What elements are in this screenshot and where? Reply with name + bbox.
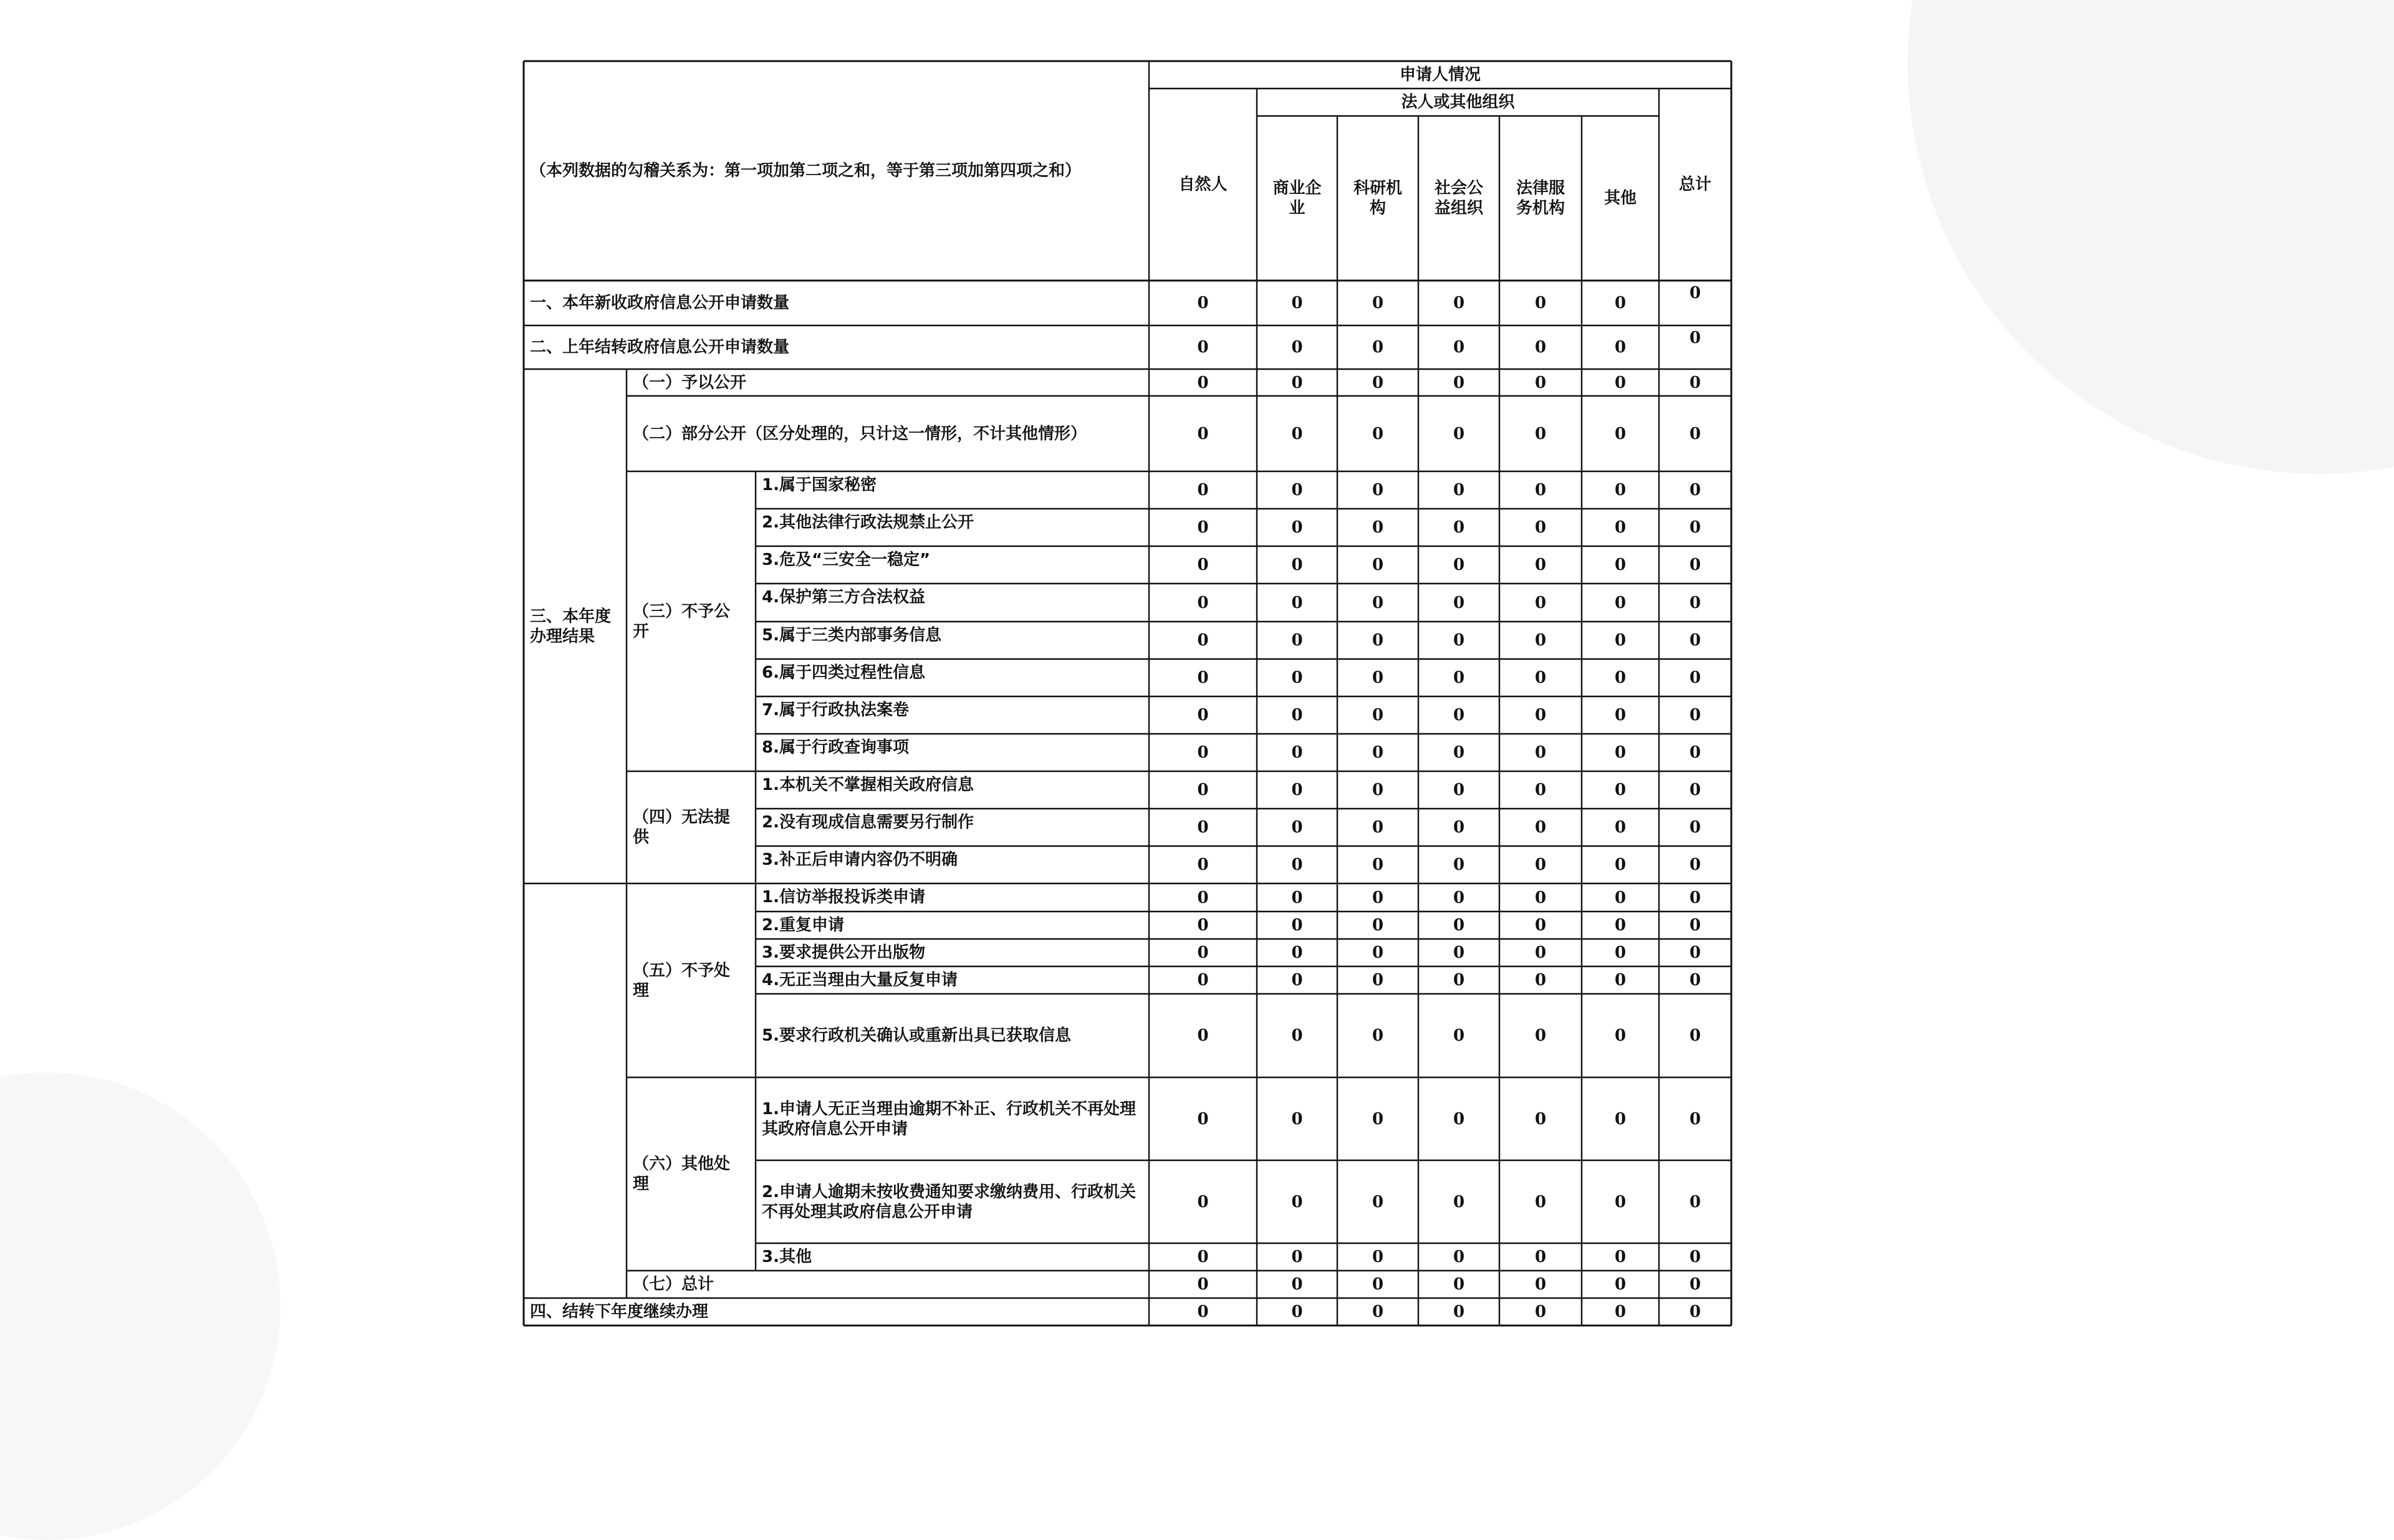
value-total: 0: [1689, 818, 1701, 837]
value-other: 0: [1614, 818, 1627, 837]
value-legal-service: 0: [1534, 706, 1547, 724]
value-business: 0: [1291, 781, 1303, 799]
value-other: 0: [1614, 706, 1627, 724]
value-public-welfare: 0: [1453, 593, 1465, 612]
value-natural-person: 0: [1197, 593, 1209, 612]
value-business: 0: [1291, 855, 1303, 874]
value-natural-person: 0: [1197, 781, 1209, 799]
item-g3-4: 4.保护第三方合法权益: [762, 588, 925, 607]
group-not-processed: （五）不予处 理: [633, 961, 731, 1000]
value-natural-person: 0: [1197, 743, 1209, 762]
value-other: 0: [1614, 1302, 1627, 1321]
value-total: 0: [1689, 916, 1701, 935]
header-col-public-welfare: 社会公 益组织: [1434, 179, 1483, 218]
value-research: 0: [1372, 424, 1384, 443]
header-col-legal-service: 法律服 务机构: [1516, 179, 1565, 218]
value-legal-service: 0: [1534, 1275, 1547, 1294]
value-natural-person: 0: [1197, 1302, 1209, 1321]
header-col-total: 总计: [1678, 175, 1711, 194]
value-research: 0: [1372, 1302, 1384, 1321]
value-business: 0: [1291, 1109, 1303, 1129]
value-public-welfare: 0: [1453, 1026, 1465, 1045]
value-legal-service: 0: [1534, 631, 1547, 650]
value-total: 0: [1689, 743, 1701, 762]
value-other: 0: [1614, 743, 1627, 762]
value-total: 0: [1689, 329, 1701, 347]
value-other: 0: [1614, 943, 1627, 962]
group-not-disclosed: （三）不予公 开: [633, 602, 731, 641]
group-cannot-provide: （四）无法提 供: [633, 808, 731, 847]
value-research: 0: [1372, 818, 1384, 837]
value-legal-service: 0: [1534, 1248, 1547, 1266]
value-other: 0: [1614, 888, 1627, 907]
value-legal-service: 0: [1534, 373, 1547, 392]
value-total: 0: [1689, 855, 1701, 874]
value-research: 0: [1372, 338, 1384, 357]
item-g4-3: 3.补正后申请内容仍不明确: [762, 850, 958, 869]
value-legal-service: 0: [1534, 971, 1547, 989]
value-natural-person: 0: [1197, 1192, 1209, 1211]
value-public-welfare: 0: [1453, 943, 1465, 962]
value-natural-person: 0: [1197, 971, 1209, 989]
value-natural-person: 0: [1197, 1248, 1209, 1266]
value-research: 0: [1372, 743, 1384, 762]
value-total: 0: [1689, 943, 1701, 962]
value-natural-person: 0: [1197, 1275, 1209, 1294]
value-public-welfare: 0: [1453, 556, 1465, 574]
value-legal-service: 0: [1534, 888, 1547, 907]
value-business: 0: [1291, 888, 1303, 907]
value-natural-person: 0: [1197, 1109, 1209, 1129]
value-business: 0: [1291, 481, 1303, 499]
value-research: 0: [1372, 1026, 1384, 1045]
value-research: 0: [1372, 916, 1384, 935]
value-natural-person: 0: [1197, 518, 1209, 537]
value-research: 0: [1372, 518, 1384, 537]
value-total: 0: [1689, 888, 1701, 907]
value-legal-service: 0: [1534, 481, 1547, 499]
value-public-welfare: 0: [1453, 743, 1465, 762]
value-total: 0: [1689, 1192, 1701, 1211]
value-other: 0: [1614, 338, 1627, 357]
value-public-welfare: 0: [1453, 338, 1465, 357]
value-legal-service: 0: [1534, 1192, 1547, 1211]
value-other: 0: [1614, 916, 1627, 935]
value-total: 0: [1689, 1302, 1701, 1321]
value-natural-person: 0: [1197, 855, 1209, 874]
value-other: 0: [1614, 424, 1627, 443]
value-business: 0: [1291, 743, 1303, 762]
item-g5-5: 5.要求行政机关确认或重新出具已获取信息: [762, 1026, 1071, 1045]
value-research: 0: [1372, 1248, 1384, 1266]
item-g5-3: 3.要求提供公开出版物: [762, 943, 925, 962]
value-legal-service: 0: [1534, 593, 1547, 612]
item-g6-1: 1.申请人无正当理由逾期不补正、行政机关不再处理其政府信息公开申请: [762, 1099, 1136, 1138]
value-business: 0: [1291, 373, 1303, 392]
value-public-welfare: 0: [1453, 1248, 1465, 1266]
item-g6-2: 2.申请人逾期未按收费通知要求缴纳费用、行政机关不再处理其政府信息公开申请: [762, 1182, 1136, 1221]
value-legal-service: 0: [1534, 1302, 1547, 1321]
item-g5-4: 4.无正当理由大量反复申请: [762, 971, 958, 989]
value-research: 0: [1372, 631, 1384, 650]
value-other: 0: [1614, 631, 1627, 650]
value-total: 0: [1689, 668, 1701, 687]
value-business: 0: [1291, 338, 1303, 357]
section-carried-over: 二、上年结转政府信息公开申请数量: [530, 338, 790, 357]
value-natural-person: 0: [1197, 916, 1209, 935]
value-public-welfare: 0: [1453, 971, 1465, 989]
value-other: 0: [1614, 593, 1627, 612]
value-legal-service: 0: [1534, 855, 1547, 874]
section-results: 三、本年度 办理结果: [530, 607, 612, 646]
value-public-welfare: 0: [1453, 518, 1465, 537]
value-business: 0: [1291, 1275, 1303, 1294]
value-other: 0: [1614, 518, 1627, 537]
value-other: 0: [1614, 855, 1627, 874]
header-applicant-group: 申请人情况: [1399, 65, 1481, 84]
group-other-processing: （六）其他处 理: [633, 1155, 731, 1193]
value-natural-person: 0: [1197, 706, 1209, 724]
value-business: 0: [1291, 971, 1303, 989]
value-research: 0: [1372, 481, 1384, 499]
value-other: 0: [1614, 481, 1627, 499]
value-total: 0: [1689, 481, 1701, 499]
value-natural-person: 0: [1197, 943, 1209, 962]
value-other: 0: [1614, 373, 1627, 392]
value-natural-person: 0: [1197, 373, 1209, 392]
value-total: 0: [1689, 284, 1701, 302]
value-natural-person: 0: [1197, 338, 1209, 357]
value-business: 0: [1291, 668, 1303, 687]
value-total: 0: [1689, 631, 1701, 650]
value-public-welfare: 0: [1453, 631, 1465, 650]
value-natural-person: 0: [1197, 818, 1209, 837]
value-legal-service: 0: [1534, 781, 1547, 799]
header-legal-group: 法人或其他组织: [1401, 93, 1515, 112]
item-g3-2: 2.其他法律行政法规禁止公开: [762, 513, 974, 532]
value-public-welfare: 0: [1453, 916, 1465, 935]
value-total: 0: [1689, 1109, 1701, 1129]
value-research: 0: [1372, 593, 1384, 612]
value-total: 0: [1689, 556, 1701, 574]
item-g5-1: 1.信访举报投诉类申请: [762, 888, 925, 907]
value-research: 0: [1372, 1192, 1384, 1211]
value-legal-service: 0: [1534, 1026, 1547, 1045]
value-legal-service: 0: [1534, 338, 1547, 357]
value-research: 0: [1372, 888, 1384, 907]
value-other: 0: [1614, 971, 1627, 989]
value-natural-person: 0: [1197, 631, 1209, 650]
value-other: 0: [1614, 294, 1627, 312]
value-business: 0: [1291, 424, 1303, 443]
value-other: 0: [1614, 668, 1627, 687]
value-legal-service: 0: [1534, 916, 1547, 935]
value-public-welfare: 0: [1453, 373, 1465, 392]
value-business: 0: [1291, 916, 1303, 935]
value-business: 0: [1291, 631, 1303, 650]
value-legal-service: 0: [1534, 743, 1547, 762]
value-total: 0: [1689, 373, 1701, 392]
section-carry-forward: 四、结转下年度继续办理: [530, 1302, 709, 1321]
value-business: 0: [1291, 518, 1303, 537]
item-g3-6: 6.属于四类过程性信息: [762, 663, 925, 682]
value-research: 0: [1372, 971, 1384, 989]
value-legal-service: 0: [1534, 424, 1547, 443]
value-research: 0: [1372, 373, 1384, 392]
value-public-welfare: 0: [1453, 1192, 1465, 1211]
header-note: （本列数据的勾稽关系为：第一项加第二项之和，等于第三项加第四项之和）: [530, 161, 1082, 180]
value-legal-service: 0: [1534, 943, 1547, 962]
value-business: 0: [1291, 556, 1303, 574]
item-g3-8: 8.属于行政查询事项: [762, 738, 909, 757]
value-public-welfare: 0: [1453, 424, 1465, 443]
value-natural-person: 0: [1197, 294, 1209, 312]
value-research: 0: [1372, 855, 1384, 874]
value-natural-person: 0: [1197, 1026, 1209, 1045]
value-total: 0: [1689, 971, 1701, 989]
value-other: 0: [1614, 1026, 1627, 1045]
value-total: 0: [1689, 424, 1701, 443]
value-public-welfare: 0: [1453, 706, 1465, 724]
value-business: 0: [1291, 294, 1303, 312]
value-total: 0: [1689, 781, 1701, 799]
value-other: 0: [1614, 1192, 1627, 1211]
header-col-other: 其他: [1603, 189, 1637, 208]
item-g3-7: 7.属于行政执法案卷: [762, 701, 909, 719]
value-research: 0: [1372, 556, 1384, 574]
value-natural-person: 0: [1197, 556, 1209, 574]
header-col-natural-person: 自然人: [1178, 175, 1228, 194]
value-other: 0: [1614, 1109, 1627, 1129]
group-disclosed: （一）予以公开: [633, 373, 747, 392]
value-business: 0: [1291, 1302, 1303, 1321]
item-g3-5: 5.属于三类内部事务信息: [762, 626, 941, 645]
value-research: 0: [1372, 1109, 1384, 1129]
value-public-welfare: 0: [1453, 481, 1465, 499]
value-natural-person: 0: [1197, 481, 1209, 499]
value-public-welfare: 0: [1453, 1275, 1465, 1294]
value-total: 0: [1689, 1026, 1701, 1045]
value-business: 0: [1291, 818, 1303, 837]
value-business: 0: [1291, 706, 1303, 724]
value-total: 0: [1689, 706, 1701, 724]
value-business: 0: [1291, 943, 1303, 962]
value-public-welfare: 0: [1453, 1302, 1465, 1321]
value-legal-service: 0: [1534, 1109, 1547, 1129]
group-partial: （二）部分公开（区分处理的，只计这一情形，不计其他情形）: [633, 424, 1087, 443]
section-new-applications: 一、本年新收政府信息公开申请数量: [530, 294, 790, 312]
item-g4-2: 2.没有现成信息需要另行制作: [762, 813, 974, 832]
value-public-welfare: 0: [1453, 294, 1465, 312]
value-total: 0: [1689, 518, 1701, 537]
value-public-welfare: 0: [1453, 781, 1465, 799]
value-legal-service: 0: [1534, 518, 1547, 537]
value-research: 0: [1372, 706, 1384, 724]
value-total: 0: [1689, 1275, 1701, 1294]
value-natural-person: 0: [1197, 424, 1209, 443]
value-research: 0: [1372, 1275, 1384, 1294]
value-business: 0: [1291, 1192, 1303, 1211]
value-public-welfare: 0: [1453, 818, 1465, 837]
value-business: 0: [1291, 1026, 1303, 1045]
header-col-research: 科研机 构: [1353, 179, 1402, 218]
value-research: 0: [1372, 943, 1384, 962]
value-legal-service: 0: [1534, 556, 1547, 574]
value-public-welfare: 0: [1453, 855, 1465, 874]
value-public-welfare: 0: [1453, 668, 1465, 687]
value-total: 0: [1689, 593, 1701, 612]
value-legal-service: 0: [1534, 294, 1547, 312]
value-other: 0: [1614, 781, 1627, 799]
item-g3-1: 1.属于国家秘密: [762, 476, 877, 494]
value-legal-service: 0: [1534, 818, 1547, 837]
value-legal-service: 0: [1534, 668, 1547, 687]
value-other: 0: [1614, 556, 1627, 574]
value-research: 0: [1372, 668, 1384, 687]
value-total: 0: [1689, 1248, 1701, 1266]
header-col-business: 商业企 业: [1272, 179, 1322, 218]
value-research: 0: [1372, 781, 1384, 799]
item-g3-3: 3.危及“三安全一稳定”: [762, 551, 931, 569]
value-public-welfare: 0: [1453, 1109, 1465, 1129]
value-research: 0: [1372, 294, 1384, 312]
group-total: （七）总计: [633, 1275, 714, 1294]
value-business: 0: [1291, 593, 1303, 612]
value-business: 0: [1291, 1248, 1303, 1266]
value-natural-person: 0: [1197, 888, 1209, 907]
value-other: 0: [1614, 1275, 1627, 1294]
value-other: 0: [1614, 1248, 1627, 1266]
item-g5-2: 2.重复申请: [762, 916, 844, 935]
item-g6-3: 3.其他: [762, 1248, 812, 1266]
value-public-welfare: 0: [1453, 888, 1465, 907]
value-natural-person: 0: [1197, 668, 1209, 687]
item-g4-1: 1.本机关不掌握相关政府信息: [762, 776, 974, 794]
